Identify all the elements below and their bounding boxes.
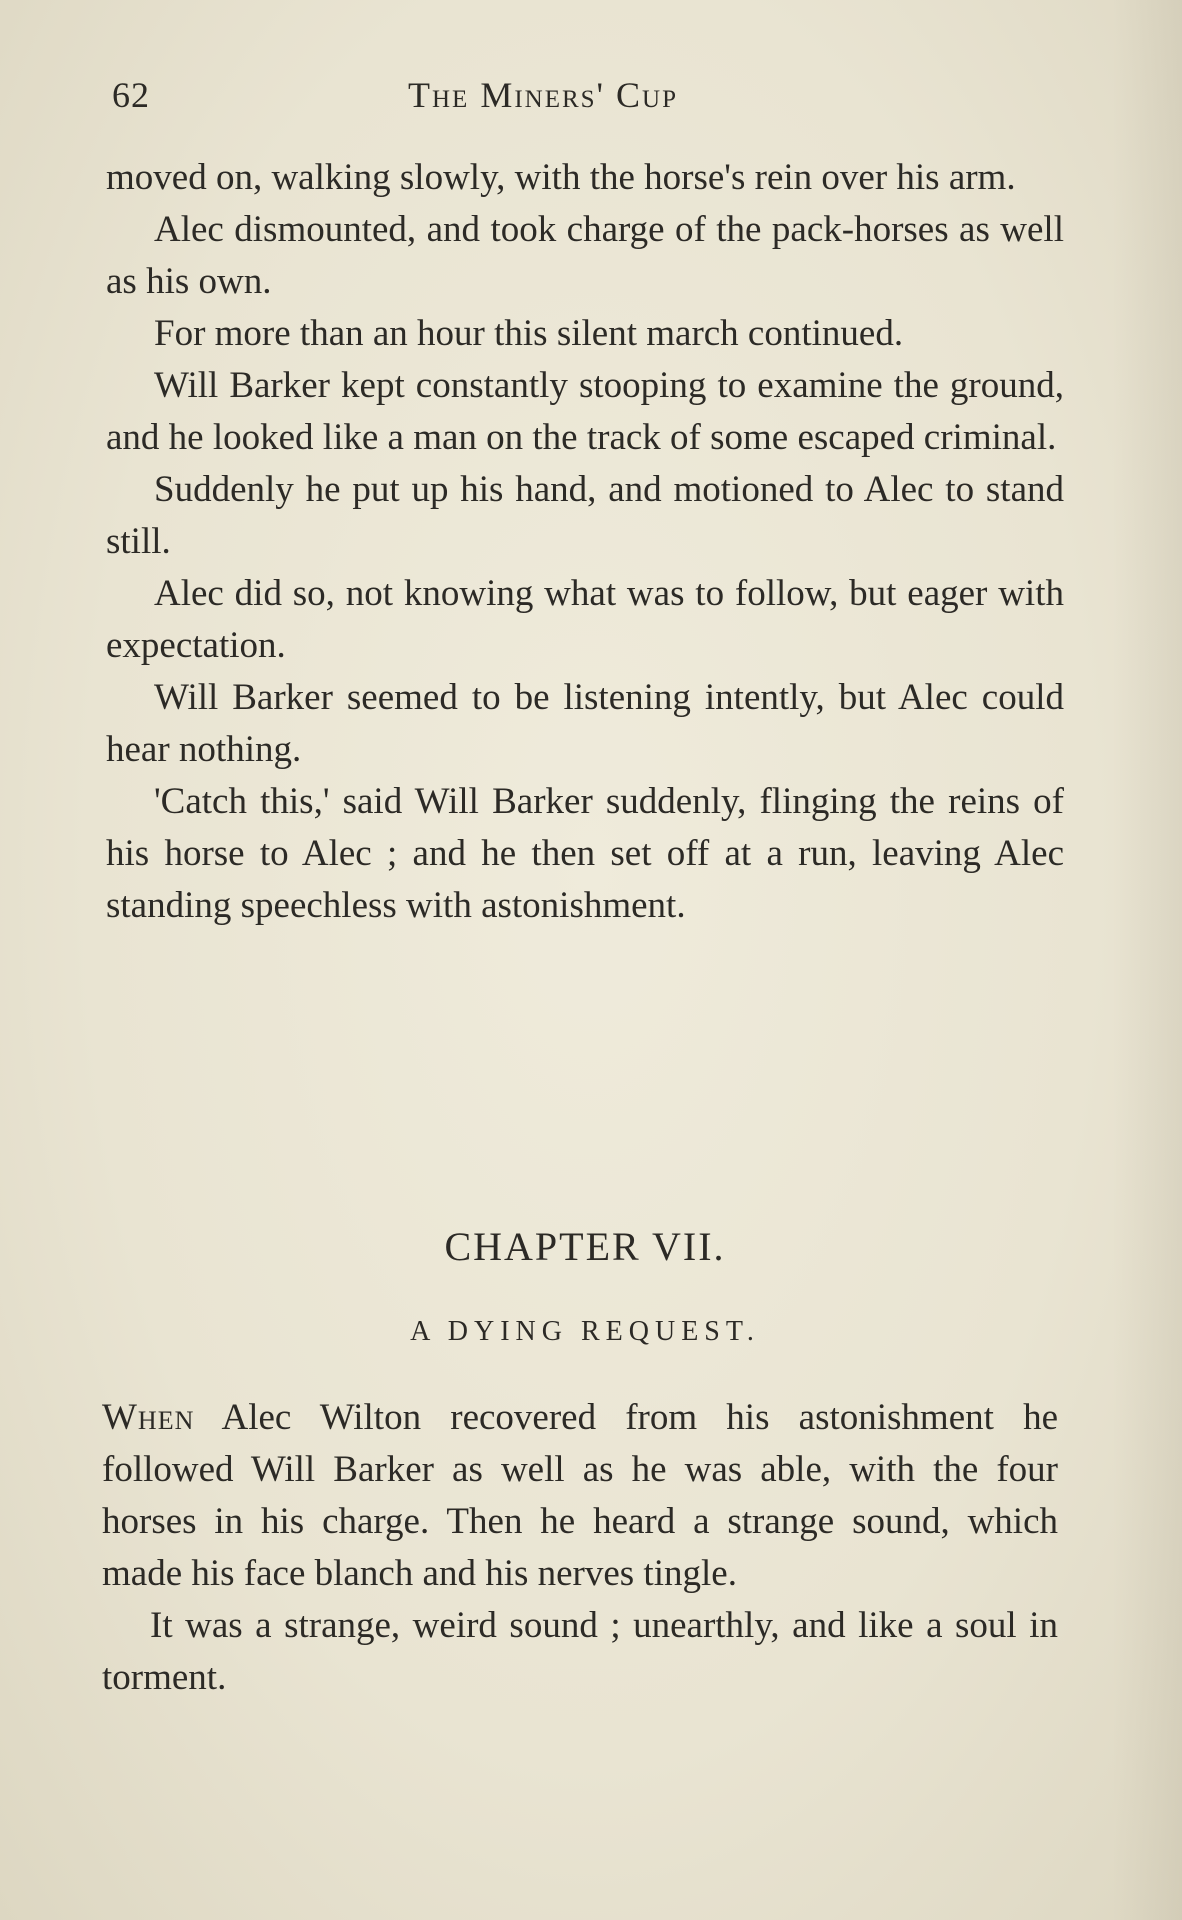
paragraph: Alec did so, not knowing what was to follow, but eager with expectation. bbox=[106, 573, 1064, 666]
paragraph: Will Barker seemed to be listening intently, but Alec could hear nothing. bbox=[106, 677, 1064, 770]
paragraph: moved on, walking slowly, with the horse's rein over his arm. bbox=[106, 157, 1016, 198]
chapter-subtitle: A DYING REQUEST. bbox=[410, 1316, 760, 1347]
paragraph: For more than an hour this silent march continued. bbox=[154, 313, 904, 354]
chapter-opening-paragraph bbox=[102, 1392, 1058, 1600]
paragraph: 'Catch this,' said Will Barker suddenly, flinging the reins of his horse to Alec ; and he then set off at a run, leaving Alec standing speechless with astonishment. bbox=[106, 781, 1064, 926]
paragraph: Will Barker kept constantly stooping to examine the ground, and he looked like a man on the track of some escaped criminal. bbox=[106, 365, 1064, 458]
paragraph: Alec dismounted, and took charge of the pack-horses as well as his own. bbox=[106, 209, 1064, 302]
opening-word: When bbox=[102, 1397, 195, 1438]
chapter-heading: CHAPTER VII. bbox=[444, 1224, 726, 1269]
body-text bbox=[106, 152, 1064, 932]
chapter-body-text bbox=[102, 1392, 1058, 1704]
opening-text: Alec Wilton recovered from his astonishment he followed Will Barker as well as he was able, with the four horses in his charge. Then he heard a strange sound, which made his face blanch and his nerves tingle. bbox=[102, 1397, 1058, 1594]
paragraph: Suddenly he put up his hand, and motioned to Alec to stand still. bbox=[106, 469, 1064, 562]
page-edge-shading bbox=[1112, 0, 1182, 1920]
page-number: 62 bbox=[112, 75, 150, 115]
paragraph: It was a strange, weird sound ; unearthly, and like a soul in torment. bbox=[102, 1605, 1058, 1698]
book-title: The Miners' Cup bbox=[408, 75, 679, 115]
running-head bbox=[108, 68, 1068, 118]
